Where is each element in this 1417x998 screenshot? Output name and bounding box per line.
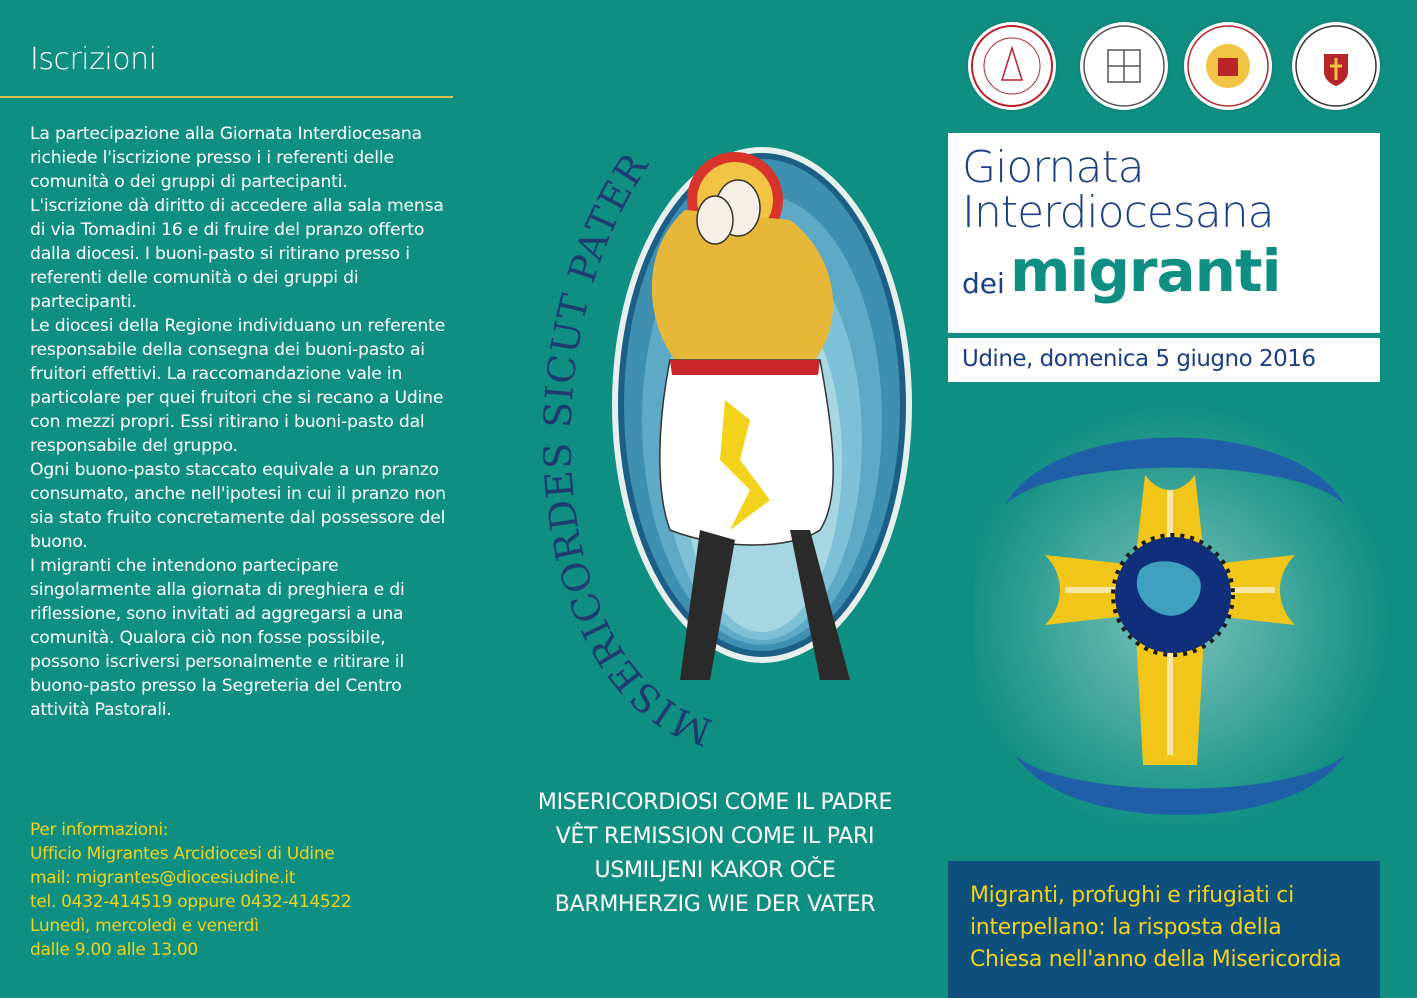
seal-trieste bbox=[1292, 22, 1380, 110]
info-email: mail: migrantes@diocesiudine.it bbox=[30, 868, 296, 888]
title-line2: Interdiocesana bbox=[962, 187, 1274, 238]
seal-udine bbox=[968, 22, 1056, 110]
contact-info bbox=[30, 818, 455, 962]
info-office: Ufficio Migrantes Arcidiocesi di Udine bbox=[30, 844, 335, 864]
diocese-seals bbox=[968, 22, 1388, 112]
seal-concordia bbox=[1080, 22, 1168, 110]
info-hours: dalle 9.00 alle 13.00 bbox=[30, 940, 198, 960]
title-migranti: migranti bbox=[1010, 237, 1281, 305]
theme-line: interpellano: la risposta della bbox=[970, 915, 1282, 940]
title-line1: Giornata bbox=[962, 142, 1144, 193]
info-days: Lunedì, mercoledì e venerdì bbox=[30, 916, 259, 936]
migrants-logo bbox=[975, 395, 1395, 825]
arc-text: MISERICORDES SICUT PATER bbox=[535, 144, 718, 750]
paragraph: L'iscrizione dà diritto di accedere alla sala mensa di via Tomadini 16 e di fruire del pranzo offerto dalla diocesi. I buoni-pasto si ritirano presso i referenti delle comunità o dei gruppi di partecipanti. bbox=[30, 196, 444, 312]
right-panel bbox=[940, 0, 1417, 998]
motto-sl: USMILJENI KAKOR OČE bbox=[594, 858, 836, 883]
motto-it: MISERICORDIOSI COME IL PADRE bbox=[537, 790, 893, 815]
paragraph: I migranti che intendono partecipare singolarmente alla giornata di preghiera e di riflessione, sono invitati ad aggregarsi a una comunità. Qualora ciò non fosse possibile, possono iscriversi personalmente e ritirare il buono-pasto presso la Segreteria del Centro attività Pastorali. bbox=[30, 556, 405, 720]
event-date: Udine, domenica 5 giugno 2016 bbox=[962, 346, 1316, 372]
motto-list bbox=[470, 786, 960, 922]
title-dei: dei bbox=[962, 267, 1005, 300]
theme-line: Chiesa nell'anno della Misericordia bbox=[970, 947, 1342, 972]
info-phone: tel. 0432-414519 oppure 0432-414522 bbox=[30, 892, 352, 912]
seal-gorizia bbox=[1184, 22, 1272, 110]
theme-text bbox=[970, 880, 1380, 976]
paragraph: La partecipazione alla Giornata Interdiocesana richiede l'iscrizione presso i i referenti delle comunità o dei gruppi di partecipanti. bbox=[30, 124, 422, 192]
motto-fur: VÊT REMISSION COME IL PARI bbox=[555, 824, 875, 849]
motto-de: BARMHERZIG WIE DER VATER bbox=[554, 892, 876, 917]
heading-divider bbox=[0, 96, 453, 98]
center-panel bbox=[470, 0, 940, 998]
info-label: Per informazioni: bbox=[30, 820, 169, 840]
registration-text bbox=[30, 122, 455, 722]
paragraph: Le diocesi della Regione individuano un referente responsabile della consegna dei buoni-pasto ai fruitori effettivi. La raccomandazione vale in particolare per quei fruitori che si recano a Udine con mezzi propri. Essi ritirano i buoni-pasto dal responsabile del gruppo. bbox=[30, 316, 445, 456]
left-panel bbox=[0, 0, 470, 998]
jubilee-logo bbox=[470, 60, 940, 750]
section-heading: Iscrizioni bbox=[30, 42, 157, 77]
theme-line: Migranti, profughi e rifugiati ci bbox=[970, 883, 1294, 908]
paragraph: Ogni buono-pasto staccato equivale a un pranzo consumato, anche nell'ipotesi in cui il pranzo non sia stato fruito concretamente dal possessore del buono. bbox=[30, 460, 446, 552]
